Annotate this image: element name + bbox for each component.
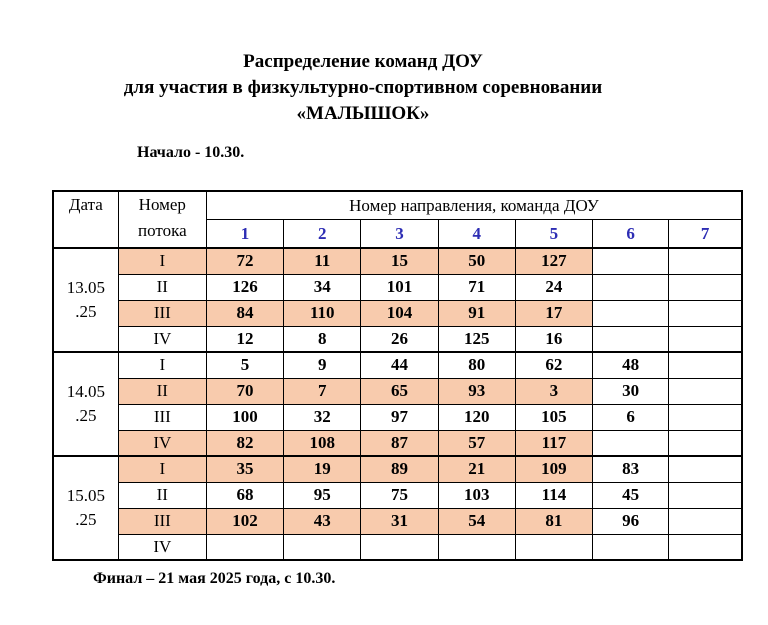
- team-cell: 57: [438, 430, 515, 456]
- team-cell: 62: [515, 352, 592, 378]
- start-time-note: Начало - 10.30.: [137, 144, 245, 161]
- date-line: 14.05: [66, 382, 105, 401]
- team-cell: [669, 326, 742, 352]
- team-cell: [284, 534, 361, 560]
- table-row: [53, 456, 742, 482]
- table-row: [53, 248, 742, 274]
- team-cell: 3: [515, 378, 592, 404]
- table-row: [53, 508, 742, 534]
- team-cell: 83: [593, 456, 669, 482]
- team-cell: [593, 248, 669, 274]
- team-cell: 80: [438, 352, 515, 378]
- distribution-table: [52, 190, 743, 561]
- title-line-2: для участия в физкультурно-спортивном соревновании: [123, 77, 603, 98]
- team-cell: 19: [284, 456, 361, 482]
- document-title: [52, 49, 674, 127]
- date-cell: [53, 456, 118, 560]
- team-cell: 89: [361, 456, 438, 482]
- team-cell: [669, 430, 742, 456]
- table-row: [53, 326, 742, 352]
- team-cell: 125: [438, 326, 515, 352]
- team-cell: [593, 300, 669, 326]
- header-direction-2: 2: [284, 220, 361, 249]
- header-direction-6: 6: [593, 220, 669, 249]
- team-cell: 44: [361, 352, 438, 378]
- header-direction-7: 7: [669, 220, 742, 249]
- date-cell: [53, 352, 118, 456]
- header-direction-group: Номер направления, команда ДОУ: [206, 191, 742, 220]
- team-cell: 109: [515, 456, 592, 482]
- team-cell: 54: [438, 508, 515, 534]
- team-cell: 45: [593, 482, 669, 508]
- team-cell: 50: [438, 248, 515, 274]
- team-cell: 8: [284, 326, 361, 352]
- final-note: Финал – 21 мая 2025 года, с 10.30.: [93, 570, 336, 587]
- team-cell: 93: [438, 378, 515, 404]
- header-direction-1: 1: [206, 220, 283, 249]
- team-cell: 97: [361, 404, 438, 430]
- team-cell: 72: [206, 248, 283, 274]
- date-cell: [53, 248, 118, 352]
- team-cell: [669, 248, 742, 274]
- team-cell: [669, 274, 742, 300]
- stream-cell: II: [118, 482, 206, 508]
- stream-cell: IV: [118, 430, 206, 456]
- stream-cell: I: [118, 456, 206, 482]
- team-cell: 81: [515, 508, 592, 534]
- team-cell: [669, 508, 742, 534]
- stream-cell: III: [118, 404, 206, 430]
- team-cell: 11: [284, 248, 361, 274]
- team-cell: 84: [206, 300, 283, 326]
- team-cell: 91: [438, 300, 515, 326]
- team-cell: 108: [284, 430, 361, 456]
- team-cell: 70: [206, 378, 283, 404]
- header-direction-4: 4: [438, 220, 515, 249]
- team-cell: 95: [284, 482, 361, 508]
- date-line: .25: [75, 302, 97, 321]
- team-cell: [669, 534, 742, 560]
- team-cell: [593, 430, 669, 456]
- team-cell: [593, 274, 669, 300]
- team-cell: 100: [206, 404, 283, 430]
- stream-cell: I: [118, 352, 206, 378]
- team-cell: 68: [206, 482, 283, 508]
- team-cell: 34: [284, 274, 361, 300]
- title-line-3: «МАЛЫШОК»: [296, 103, 430, 124]
- team-cell: 105: [515, 404, 592, 430]
- team-cell: 65: [361, 378, 438, 404]
- table-header: [53, 191, 742, 248]
- stream-cell: I: [118, 248, 206, 274]
- team-cell: 35: [206, 456, 283, 482]
- table-body: [53, 248, 742, 560]
- team-cell: 26: [361, 326, 438, 352]
- date-line: 13.05: [66, 278, 105, 297]
- table-row: [53, 482, 742, 508]
- date-line: .25: [75, 406, 97, 425]
- team-cell: 101: [361, 274, 438, 300]
- team-cell: [206, 534, 283, 560]
- team-cell: 110: [284, 300, 361, 326]
- team-cell: [515, 534, 592, 560]
- team-cell: 126: [206, 274, 283, 300]
- team-cell: 32: [284, 404, 361, 430]
- team-cell: 31: [361, 508, 438, 534]
- team-cell: 5: [206, 352, 283, 378]
- team-cell: 120: [438, 404, 515, 430]
- team-cell: [593, 534, 669, 560]
- team-cell: 104: [361, 300, 438, 326]
- team-cell: [361, 534, 438, 560]
- header-direction-3: 3: [361, 220, 438, 249]
- table-row: [53, 352, 742, 378]
- table-row: [53, 534, 742, 560]
- stream-cell: IV: [118, 326, 206, 352]
- table-row: [53, 274, 742, 300]
- team-cell: [669, 352, 742, 378]
- team-cell: 48: [593, 352, 669, 378]
- team-cell: 96: [593, 508, 669, 534]
- team-cell: 75: [361, 482, 438, 508]
- table-row: [53, 430, 742, 456]
- stream-cell: III: [118, 508, 206, 534]
- table-row: [53, 404, 742, 430]
- header-stream: Номер потока: [118, 191, 206, 248]
- header-date: Дата: [53, 191, 118, 248]
- team-cell: 15: [361, 248, 438, 274]
- table-row: [53, 378, 742, 404]
- team-cell: [669, 482, 742, 508]
- team-cell: 103: [438, 482, 515, 508]
- team-cell: 12: [206, 326, 283, 352]
- date-line: .25: [75, 510, 97, 529]
- stream-cell: IV: [118, 534, 206, 560]
- team-cell: 127: [515, 248, 592, 274]
- team-cell: 9: [284, 352, 361, 378]
- stream-cell: II: [118, 274, 206, 300]
- title-line-1: Распределение команд ДОУ: [243, 51, 483, 72]
- stream-cell: III: [118, 300, 206, 326]
- team-cell: [669, 456, 742, 482]
- date-line: 15.05: [66, 486, 105, 505]
- team-cell: 24: [515, 274, 592, 300]
- team-cell: 43: [284, 508, 361, 534]
- team-cell: 87: [361, 430, 438, 456]
- team-cell: 6: [593, 404, 669, 430]
- table-row: [53, 300, 742, 326]
- team-cell: 17: [515, 300, 592, 326]
- team-cell: 117: [515, 430, 592, 456]
- team-cell: 7: [284, 378, 361, 404]
- team-cell: 16: [515, 326, 592, 352]
- team-cell: [669, 300, 742, 326]
- team-cell: 21: [438, 456, 515, 482]
- header-direction-5: 5: [515, 220, 592, 249]
- team-cell: 114: [515, 482, 592, 508]
- stream-cell: II: [118, 378, 206, 404]
- team-cell: [669, 404, 742, 430]
- team-cell: 82: [206, 430, 283, 456]
- team-cell: [669, 378, 742, 404]
- team-cell: 102: [206, 508, 283, 534]
- team-cell: [593, 326, 669, 352]
- team-cell: [438, 534, 515, 560]
- team-cell: 30: [593, 378, 669, 404]
- team-cell: 71: [438, 274, 515, 300]
